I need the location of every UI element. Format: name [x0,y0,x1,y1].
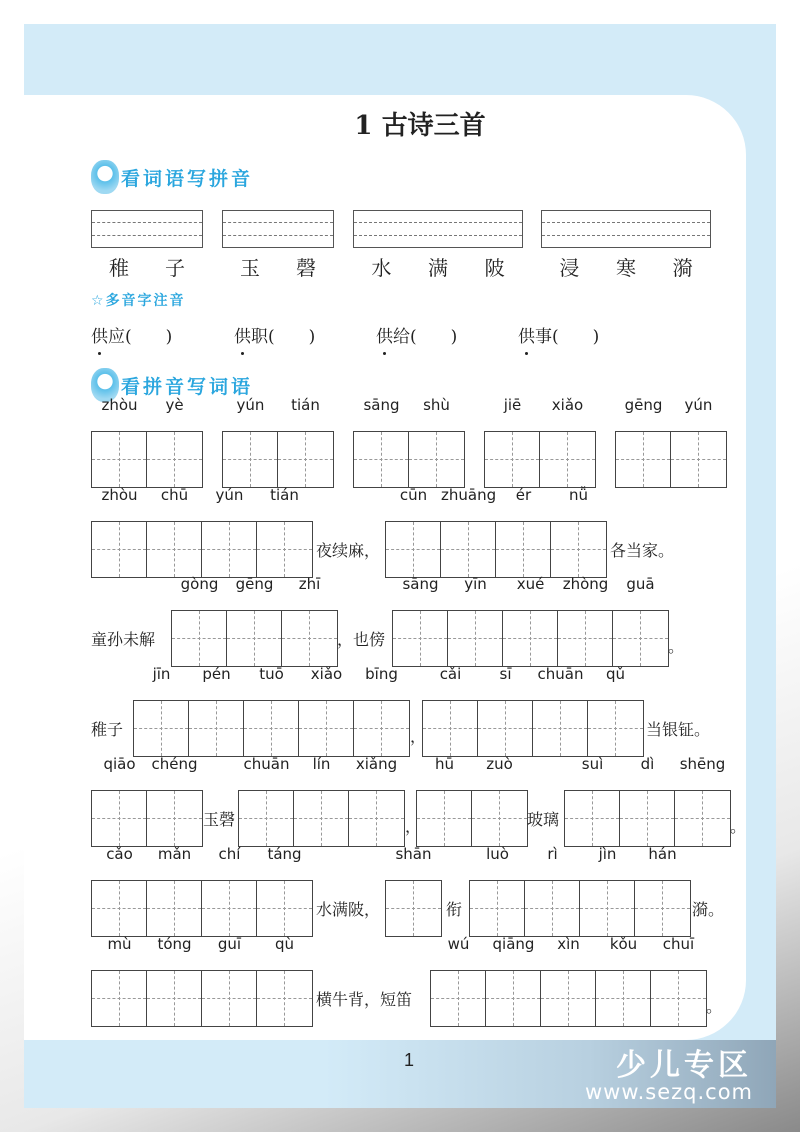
tianzige-grid[interactable] [385,845,442,937]
writing-cell[interactable] [616,396,671,487]
tianzige-grid[interactable] [564,755,731,847]
tianzige-grid[interactable] [171,575,338,667]
poem-text: 童孙未解 [91,630,156,649]
pinyin-label: chuān [537,665,584,683]
writing-cell[interactable] [202,935,257,1026]
pinyin-label: hū [434,755,454,773]
pinyin-label: qù [274,935,295,953]
polyphone-item[interactable] [518,322,599,347]
writing-cell[interactable] [92,845,147,936]
writing-cell[interactable] [239,755,294,846]
word-characters [541,252,711,281]
writing-cell[interactable] [202,486,257,577]
writing-cell[interactable] [540,396,595,487]
writing-cell[interactable] [147,935,202,1026]
writing-cell[interactable] [503,575,558,666]
pinyin-label: lín [312,755,331,773]
poem-text: 稚子 [91,720,124,739]
pinyin-label: dì [640,755,655,773]
writing-cell[interactable] [92,396,147,487]
pinyin-label: kǒu [609,935,638,953]
pinyin-label: zhòng [562,575,609,593]
poem-text: 各当家。 [610,541,675,560]
tianzige-grid[interactable] [91,396,203,488]
pinyin-label: gēng [624,396,663,414]
writing-cell[interactable] [558,575,613,666]
writing-cell[interactable] [417,755,472,846]
writing-cell[interactable] [294,755,349,846]
pinyin-label: qǔ [605,665,626,683]
writing-cell[interactable] [613,575,668,666]
watermark-url: www.sezq.com [585,1080,754,1104]
section-heading-pinyin-to-word: 看拼音写词语 [91,368,253,402]
polyphone-character: 供 [234,327,251,347]
tianzige-grid[interactable] [422,665,644,757]
pinyin-writing-box[interactable] [91,210,203,248]
poem-text: 横牛背，短笛 [316,990,413,1009]
writing-cell[interactable] [431,935,486,1026]
pinyin-label: guī [217,935,242,953]
pinyin-label: suì [581,755,604,773]
pinyin-label: zhòu [101,396,138,414]
pinyin-label: tóng [157,935,192,953]
pinyin-label: xiǎo [551,396,584,414]
word-characters [353,252,523,281]
pinyin-label: chuī [662,935,695,953]
writing-cell[interactable] [472,755,527,846]
pinyin-writing-box[interactable] [222,210,334,248]
writing-cell[interactable] [92,486,147,577]
word-character: 寒 [615,256,636,280]
pinyin-label: sī [499,665,512,683]
writing-cell[interactable] [620,755,675,846]
pinyin-label: táng [267,845,302,863]
pinyin-label: cǎo [106,845,133,863]
writing-cell[interactable] [257,486,312,577]
pinyin-label: shēng [679,755,726,773]
writing-cell[interactable] [92,755,147,846]
writing-cell[interactable] [651,935,706,1026]
polyphone-character: 供 [376,327,393,347]
writing-cell[interactable] [92,935,147,1026]
pinyin-label: yún [215,486,244,504]
tianzige-grid[interactable] [91,486,313,578]
pinyin-label: chuān [243,755,290,773]
writing-cell[interactable] [227,575,282,666]
poem-text: 玉磬 [203,810,236,829]
pinyin-label: jìn [598,845,617,863]
writing-cell[interactable] [423,665,478,756]
tianzige-grid[interactable] [222,396,334,488]
writing-cell[interactable] [635,845,690,936]
pinyin-label: qiāo [103,755,136,773]
writing-cell[interactable] [134,665,189,756]
pinyin-row [0,845,800,936]
pinyin-label: shān [395,845,432,863]
tianzige-grid[interactable] [484,396,596,488]
tianzige-grid[interactable] [133,665,410,757]
pinyin-label: yún [236,396,265,414]
pinyin-label: hán [648,845,677,863]
writing-cell[interactable] [565,755,620,846]
pinyin-label: tuō [259,665,284,683]
writing-cell[interactable] [223,396,278,487]
pinyin-row [0,935,800,1026]
writing-cell[interactable] [409,396,464,487]
pinyin-label: zhòu [101,486,138,504]
pinyin-label: cǎi [439,665,462,683]
pinyin-label: gēng [235,575,274,593]
pinyin-row [0,665,800,756]
writing-cell[interactable] [147,755,202,846]
poem-text: 。 [730,817,747,836]
pinyin-label: mǎn [157,845,192,863]
pinyin-label: ér [515,486,532,504]
writing-cell[interactable] [393,575,448,666]
pinyin-label: xìn [557,935,580,953]
tianzige-grid[interactable] [469,845,691,937]
pinyin-label: pén [202,665,231,683]
word-characters [222,252,334,281]
tianzige-grid[interactable] [392,575,669,667]
pinyin-label: tián [270,486,299,504]
word-character: 浸 [559,256,580,280]
polyphone-item[interactable] [376,322,457,347]
tianzige-grid[interactable] [416,755,528,847]
pinyin-row [0,575,800,666]
tianzige-grid[interactable] [91,845,313,937]
word-character: 玉 [240,256,260,280]
poem-text: 。 [668,637,685,656]
pinyin-label: gòng [180,575,219,593]
writing-cell[interactable] [596,935,651,1026]
writing-cell[interactable] [386,845,441,936]
poem-text: 。 [706,997,723,1016]
polyphone-word-blank: 给( ) [393,327,458,347]
tianzige-grid[interactable] [353,396,465,488]
writing-cell[interactable] [172,575,227,666]
word-character: 满 [427,256,448,280]
polyphone-word-blank: 事( ) [535,327,600,347]
poem-text: 玻璃 [527,810,560,829]
pinyin-label: zhī [298,575,321,593]
pinyin-writing-box[interactable] [353,210,523,248]
pinyin-label: guā [626,575,655,593]
pinyin-label: xué [516,575,545,593]
pinyin-label: chéng [151,755,198,773]
writing-cell[interactable] [675,755,730,846]
writing-cell[interactable] [244,665,299,756]
pinyin-row [0,396,800,487]
writing-cell[interactable] [533,665,588,756]
pinyin-label: wú [447,935,470,953]
pinyin-label: nǚ [568,486,588,504]
pinyin-label: luò [486,845,509,863]
word-character: 漪 [672,256,693,280]
word-character: 稚 [109,256,129,280]
writing-cell[interactable] [525,845,580,936]
writing-cell[interactable] [470,845,525,936]
writing-cell[interactable] [448,575,503,666]
writing-cell[interactable] [278,396,333,487]
poem-text: 衔 [446,900,463,919]
poem-text: ， [405,817,422,836]
pinyin-label: zuò [486,755,513,773]
tianzige-grid[interactable] [430,935,707,1027]
writing-cell[interactable] [551,486,606,577]
tianzige-grid[interactable] [385,486,607,578]
poem-text: 夜续麻， [316,541,381,560]
word-character: 磬 [296,256,316,280]
writing-cell[interactable] [486,935,541,1026]
poem-text: 水满陂， [316,900,381,919]
word-character: 子 [165,256,185,280]
tianzige-grid[interactable] [91,935,313,1027]
writing-cell[interactable] [147,845,202,936]
pinyin-label: xiǎo [310,665,343,683]
writing-cell[interactable] [441,486,497,577]
writing-cell[interactable] [257,935,312,1026]
writing-cell[interactable] [496,486,551,577]
pinyin-label: chí [218,845,241,863]
word-characters [91,252,203,281]
writing-cell[interactable] [386,486,441,577]
pinyin-label: qiāng [492,935,535,953]
writing-cell[interactable] [299,665,354,756]
writing-cell[interactable] [580,845,635,936]
poem-text: 当银钲。 [646,720,711,739]
writing-cell[interactable] [147,396,202,487]
pinyin-label: zhuāng [441,486,497,504]
pinyin-label: tián [291,396,320,414]
subheading-polyphone: ☆多音字注音 [91,293,186,309]
pinyin-label: shù [423,396,450,414]
word-character: 水 [371,256,392,280]
writing-cell[interactable] [147,486,202,577]
pinyin-label: bīng [365,665,398,683]
tianzige-grid[interactable] [615,396,727,488]
pinyin-label: xiǎng [355,755,398,773]
pinyin-label: yún [684,396,713,414]
poem-text: ，也傍 [337,630,386,649]
writing-cell[interactable] [588,665,643,756]
polyphone-character: 供 [91,327,108,347]
panda-icon [91,160,119,194]
writing-cell[interactable] [354,396,409,487]
writing-cell[interactable] [349,755,404,846]
pinyin-label: mù [107,935,132,953]
writing-cell[interactable] [202,845,257,936]
writing-cell[interactable] [541,935,596,1026]
pinyin-row [0,486,800,577]
word-character: 陂 [484,256,505,280]
polyphone-character: 供 [518,327,535,347]
pinyin-label: chū [160,486,189,504]
tianzige-grid[interactable] [91,755,203,847]
polyphone-word-blank: 应( ) [108,327,173,347]
writing-cell[interactable] [189,665,244,756]
poem-text: 漪。 [692,900,725,919]
page-number: 1 [404,1050,415,1070]
star-icon: ☆ [91,293,106,309]
pinyin-label: sāng [363,396,400,414]
section-heading-word-to-pinyin: 看词语写拼音 [91,160,253,194]
pinyin-label: yīn [464,575,487,593]
pinyin-label: jīn [152,665,171,683]
pinyin-label: jiē [503,396,522,414]
writing-cell[interactable] [282,575,337,666]
polyphone-item[interactable] [234,322,315,347]
page-title: 1 古诗三首 [354,111,486,141]
pinyin-row [0,755,800,846]
writing-cell[interactable] [671,396,726,487]
tianzige-grid[interactable] [238,755,405,847]
writing-cell[interactable] [485,396,540,487]
pinyin-label: sāng [402,575,439,593]
pinyin-label: rì [547,845,558,863]
writing-cell[interactable] [354,665,409,756]
polyphone-word-blank: 职( ) [251,327,316,347]
polyphone-item[interactable] [91,322,172,347]
pinyin-label: cūn [399,486,428,504]
pinyin-label: yè [165,396,184,414]
writing-cell[interactable] [257,845,312,936]
watermark-logo: 少儿专区 [616,1048,752,1083]
pinyin-writing-box[interactable] [541,210,711,248]
writing-cell[interactable] [478,665,533,756]
poem-text: ， [410,727,427,746]
